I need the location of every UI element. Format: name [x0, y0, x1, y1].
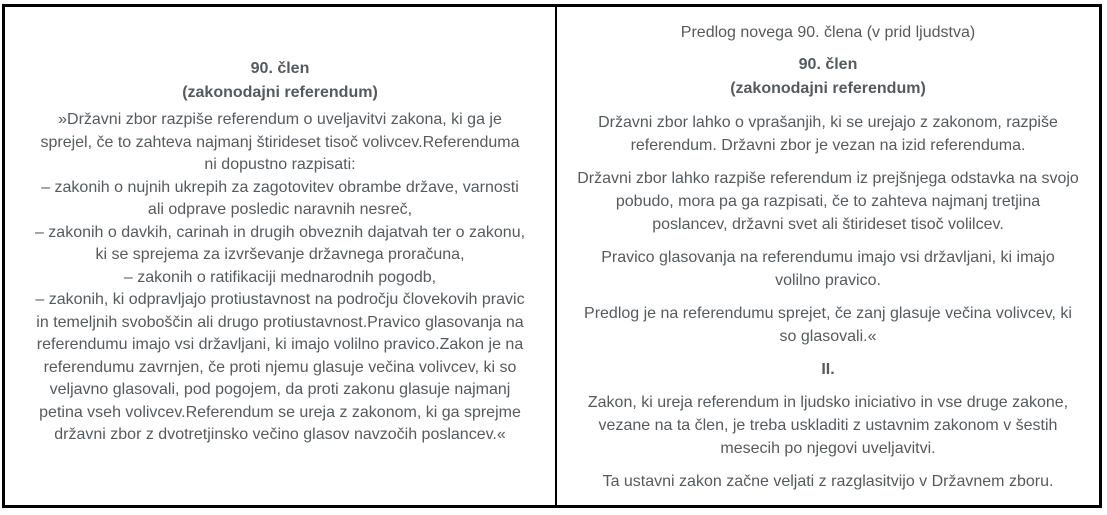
article-subtitle: (zakonodajni referendum) [182, 84, 378, 101]
article-number: 90. člen [250, 60, 310, 77]
section-ii-heading: II. [821, 361, 835, 378]
article-heading [577, 53, 1079, 101]
article-heading [33, 57, 527, 105]
article-paragraph: – zakonih o nujnih ukrepih za zagotovitev obrambe države, varnosti ali odprave posledic naravnih nesreč, [41, 178, 519, 218]
proposed-article-column [557, 7, 1099, 505]
proposal-intro: Predlog novega 90. člena (v prid ljudstva) [680, 24, 976, 41]
article-paragraph: Pravico glasovanja na referendumu imajo vsi državljani, ki imajo volilno pravico. [601, 249, 1055, 289]
article-number: 90. člen [798, 56, 858, 73]
article-paragraph: »Državni zbor razpiše referendum o uveljavitvi zakona, ki ga je sprejel, če to zahteva najmanj štirideset tisoč volivcev.Referenduma ni dopustno razpisati: [40, 111, 520, 173]
article-comparison-table [2, 4, 1102, 508]
article-paragraph: – zakonih o davkih, carinah in drugih obveznih dajatvah ter o zakonu, ki se sprejema za izvrševanje državnega proračuna, [34, 223, 526, 263]
closing-paragraph: Ta ustavni zakon začne veljati z razglasitvijo v Državnem zboru. [602, 473, 1054, 490]
article-paragraph: Državni zbor lahko o vprašanjih, ki se urejajo z zakonom, razpiše referendum. Državni zbor je vezan na izid referenduma. [598, 114, 1058, 154]
current-article-column [5, 7, 557, 505]
article-paragraph: Predlog je na referendumu sprejet, če zanj glasuje večina volivcev, ki so glasovali.« [584, 305, 1072, 345]
article-subtitle: (zakonodajni referendum) [730, 80, 926, 97]
article-paragraph: – zakonih, ki odpravljajo protiustavnost na področju človekovih pravic in temeljnih svoboščin ali drugo protiustavnost.Pravico glasovanja na referendumu imajo vsi državljani, ki imajo volilno pravico.Zakon je na referendumu zavrnjen, če proti njemu glasuje večina volivcev, ki so veljavno glasovali, pod pogojem, da proti zakonu glasuje najmanj petina vseh volivcev.Referendum se ureja z zakonom, ki ga sprejme državni zbor z dvotretjinsko večino glasov navzočih poslancev.« [35, 291, 525, 443]
article-paragraph: – zakonih o ratifikaciji mednarodnih pogodb, [123, 268, 437, 286]
closing-paragraph: Zakon, ki ureja referendum in ljudsko iniciativo in vse druge zakone, vezane na ta člen, je treba uskladiti z ustavnim zakonom v šestih mesecih po njegovi uveljavitvi. [587, 394, 1069, 457]
article-paragraph: Državni zbor lahko razpiše referendum iz prejšnjega odstavka na svojo pobudo, mora pa ga razpisati, če to zahteva najmanj tretjina poslancev, državni svet ali štirideset tisoč volilcev. [577, 170, 1079, 233]
